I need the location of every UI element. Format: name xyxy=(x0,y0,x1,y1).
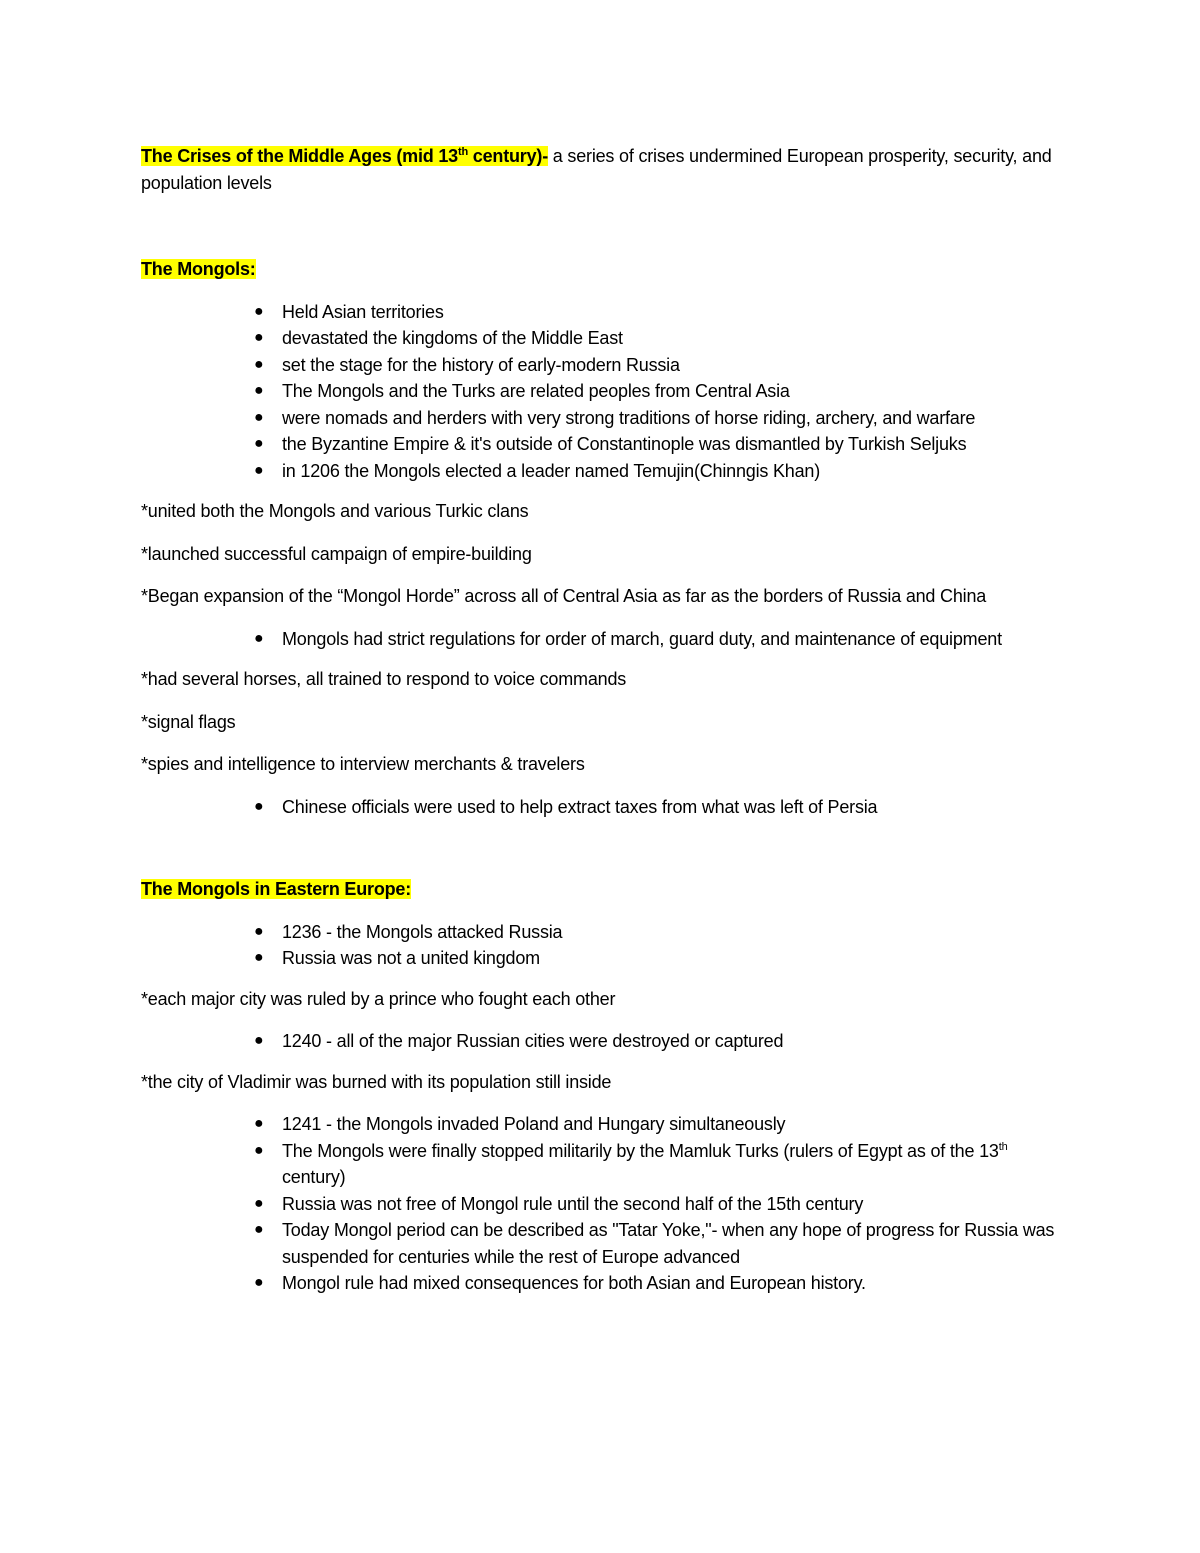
note-line: *Began expansion of the “Mongol Horde” across all of Central Asia as far as the borders of Russia and China xyxy=(141,586,987,606)
list-item: ● 1240 - all of the major Russian cities were destroyed or captured xyxy=(141,1028,1061,1055)
bullet-icon: ● xyxy=(254,1194,264,1212)
list-item: ● set the stage for the history of early-modern Russia xyxy=(141,352,1061,379)
bullet-icon: ● xyxy=(254,629,264,647)
bullet-icon: ● xyxy=(254,408,264,426)
list-item: ● Mongol rule had mixed consequences for both Asian and European history. xyxy=(141,1270,1061,1297)
list-item: ● Held Asian territories xyxy=(141,299,1061,326)
intro-paragraph xyxy=(141,143,1061,196)
list-item: ● 1241 - the Mongols invaded Poland and Hungary simultaneously xyxy=(141,1111,1061,1138)
note-line: *spies and intelligence to interview merchants & travelers xyxy=(141,754,585,774)
bullet-icon: ● xyxy=(254,1115,264,1132)
list-item: ● were nomads and herders with very strong traditions of horse riding, archery, and warfare xyxy=(141,405,1061,432)
note-line: *had several horses, all trained to respond to voice commands xyxy=(141,669,627,689)
list-item: ● Russia was not a united kingdom xyxy=(141,945,1061,972)
intro-text: a series of crises undermined European prosperity, security, and population levels xyxy=(141,146,1052,193)
bullet-icon: ● xyxy=(254,1221,264,1238)
section-heading-mongols: The Mongols: xyxy=(141,259,256,279)
list-item: ● 1236 - the Mongols attacked Russia xyxy=(141,919,1061,946)
eastern-europe-bullet-list-2 xyxy=(141,1028,1061,1055)
list-item: ● Mongols had strict regulations for order of march, guard duty, and maintenance of equipment xyxy=(141,626,1061,653)
bullet-icon: ● xyxy=(254,461,264,479)
note-line: *launched successful campaign of empire-building xyxy=(141,543,532,564)
list-item: ● The Mongols were finally stopped militarily by the Mamluk Turks (rulers of Egypt as of the 13th century) xyxy=(141,1138,1061,1191)
note-line: *signal flags xyxy=(141,711,236,732)
list-item: ● The Mongols and the Turks are related peoples from Central Asia xyxy=(141,378,1061,405)
bullet-icon: ● xyxy=(254,435,264,452)
list-item: ● Chinese officials were used to help extract taxes from what was left of Persia xyxy=(141,794,1061,821)
intro-title: The Crises of the Middle Ages (mid 13th century)- xyxy=(141,146,548,166)
note-line: *each major city was ruled by a prince who fought each other xyxy=(141,988,616,1009)
eastern-europe-bullet-list-1 xyxy=(141,919,1061,972)
bullet-icon: ● xyxy=(254,355,264,373)
bullet-icon: ● xyxy=(254,1032,264,1049)
note-line: *the city of Vladimir was burned with its population still inside xyxy=(141,1071,612,1092)
bullet-icon: ● xyxy=(254,329,264,346)
eastern-europe-bullet-list-3 xyxy=(141,1111,1061,1297)
note-line: *united both the Mongols and various Turkic clans xyxy=(141,501,529,521)
bullet-icon: ● xyxy=(254,1274,264,1291)
bullet-icon: ● xyxy=(254,797,264,815)
list-item: ● in 1206 the Mongols elected a leader named Temujin(Chinngis Khan) xyxy=(141,458,1061,485)
bullet-icon: ● xyxy=(254,1141,264,1159)
bullet-icon: ● xyxy=(254,922,264,940)
bullet-icon: ● xyxy=(254,382,264,399)
list-item: ● devastated the kingdoms of the Middle East xyxy=(141,325,1061,352)
section-heading-eastern-europe: The Mongols in Eastern Europe: xyxy=(141,879,412,899)
list-item: ● Russia was not free of Mongol rule until the second half of the 15th century xyxy=(141,1191,1061,1218)
mongols-bullet-list-3 xyxy=(141,794,1061,821)
bullet-icon: ● xyxy=(254,949,264,966)
bullet-icon: ● xyxy=(254,302,264,320)
mongols-bullet-list-1 xyxy=(141,299,1061,485)
document-body xyxy=(141,143,1061,1311)
list-item: ● Today Mongol period can be described as "Tatar Yoke,"- when any hope of progress for Russia was suspended for centuries while the rest of Europe advanced xyxy=(141,1217,1061,1270)
list-item: ● the Byzantine Empire & it's outside of Constantinople was dismantled by Turkish Seljuks xyxy=(141,431,1061,458)
mongols-bullet-list-2 xyxy=(141,626,1061,653)
